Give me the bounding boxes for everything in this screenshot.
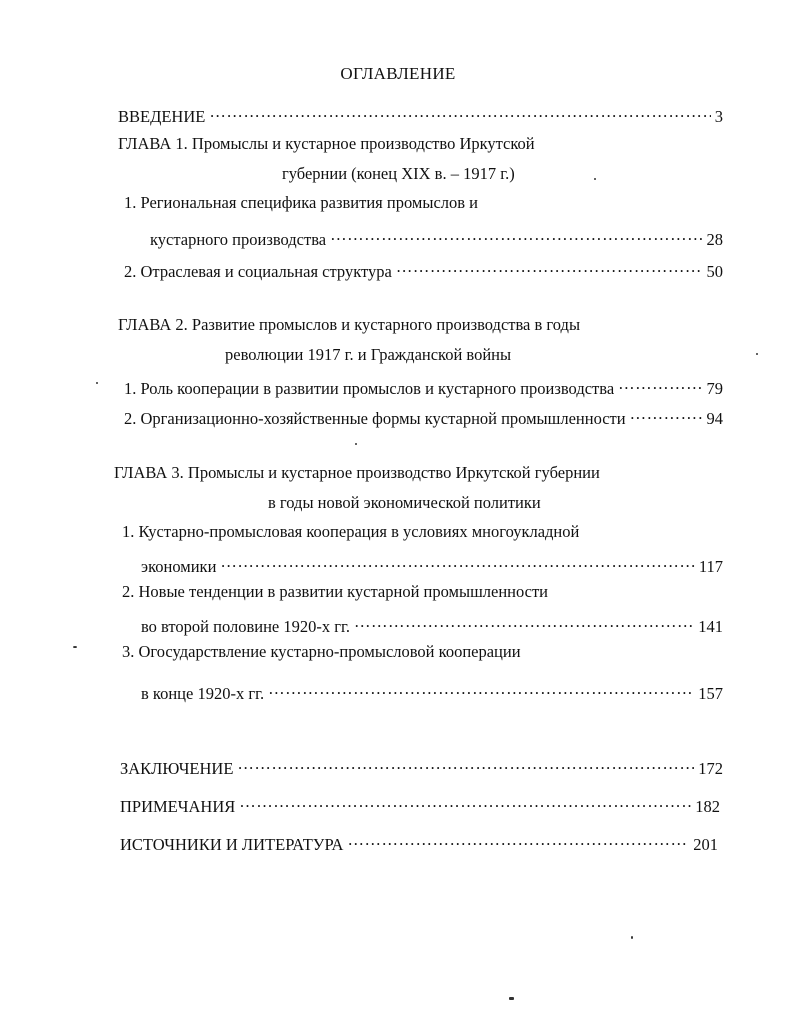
toc-entry-section [124,374,723,399]
dot-leader [330,225,702,245]
toc-entry-label: ВВЕДЕНИЕ [118,107,206,126]
toc-entry-label: ИСТОЧНИКИ И ЛИТЕРАТУРА [120,835,344,854]
toc-page-number: 157 [698,684,723,703]
toc-entry-conclusion [120,754,723,779]
toc-page-number: 182 [695,797,720,816]
toc-entry-section [150,225,723,250]
toc-page-number: 79 [706,379,723,398]
toc-page-number: 172 [698,759,723,778]
dot-leader [347,830,689,850]
section-title: 1. Региональная специфика развития промыслов и [124,193,478,212]
toc-entry-section [124,257,723,282]
toc-entry-section [141,612,723,637]
scan-speck [96,382,98,384]
toc-entry-section [124,404,723,429]
scan-speck [631,936,633,939]
chapter-title: ГЛАВА 1. Промыслы и кустарное производство Иркутской [118,134,535,153]
dot-leader [630,404,703,424]
dot-leader [239,792,691,812]
chapter-title: губернии (конец XIX в. – 1917 г.) [282,164,515,183]
toc-page-number: 141 [698,617,723,636]
toc-entry-label: ЗАКЛЮЧЕНИЕ [120,759,234,778]
toc-entry-label: 1. Роль кооперации в развитии промыслов и кустарного производства [124,379,615,398]
dot-leader [354,612,694,632]
toc-page-number: 117 [698,557,723,576]
dot-leader [237,754,694,774]
section-title: 1. Кустарно-промысловая кооперация в условиях многоукладной [122,522,580,541]
toc-entry-label: экономики [141,557,217,576]
toc-entry-intro [118,102,723,127]
toc-entry-section [141,679,723,704]
toc-entry-label: 2. Отраслевая и социальная структура [124,262,392,281]
scan-speck [594,178,596,180]
page-title: ОГЛАВЛЕНИЕ [340,64,456,83]
section-title: 2. Новые тенденции в развитии кустарной промышленности [122,582,549,601]
toc-entry-sources [120,830,718,855]
toc-entry-label: в конце 1920-х гг. [141,684,265,703]
toc-page-number: 3 [714,107,723,126]
scan-speck [509,997,514,1000]
toc-page-number: 28 [706,230,723,249]
scan-speck [73,646,77,648]
toc-page-number: 94 [706,409,723,428]
dot-leader [268,679,694,699]
dot-leader [396,257,703,277]
toc-entry-notes [120,792,720,817]
section-title: 3. Огосударствление кустарно-промысловой кооперации [122,642,521,661]
scan-speck [355,443,357,445]
chapter-title: ГЛАВА 2. Развитие промыслов и кустарного производства в годы [118,315,581,334]
toc-page-number: 201 [693,835,718,854]
dot-leader [220,552,694,572]
toc-entry-section [141,552,723,577]
toc-page-number: 50 [706,262,723,281]
dot-leader [618,374,702,394]
toc-entry-label: кустарного производства [150,230,327,249]
scan-speck [756,353,758,355]
dot-leader [209,102,710,122]
chapter-title: ГЛАВА 3. Промыслы и кустарное производство Иркутской губернии [114,463,600,482]
chapter-title: революции 1917 г. и Гражданской войны [225,345,512,364]
toc-entry-label: во второй половине 1920-х гг. [141,617,351,636]
chapter-title: в годы новой экономической политики [268,493,541,512]
toc-entry-label: ПРИМЕЧАНИЯ [120,797,236,816]
toc-entry-label: 2. Организационно-хозяйственные формы кустарной промышленности [124,409,626,428]
